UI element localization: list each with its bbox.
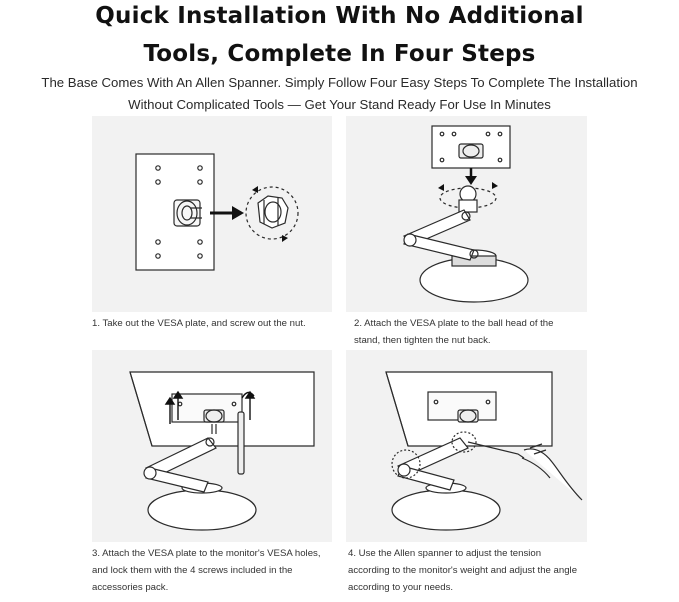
vesa-plate-nut-diagram bbox=[92, 116, 332, 312]
step-1-caption: 1. Take out the VESA plate, and screw out the nut. bbox=[92, 318, 306, 329]
monitor-mount-diagram bbox=[92, 350, 332, 542]
subtitle-line-1: The Base Comes With An Allen Spanner. Simply Follow Four Easy Steps To Complete The Installation bbox=[41, 75, 638, 90]
step-3-illustration bbox=[92, 350, 332, 542]
step-2-illustration bbox=[346, 116, 587, 312]
step-4-illustration bbox=[346, 350, 587, 542]
page-title-line-1: Quick Installation With No Additional bbox=[95, 3, 584, 29]
allen-spanner-adjust-diagram bbox=[346, 350, 587, 542]
page-title-line-2: Tools, Complete In Four Steps bbox=[143, 41, 536, 67]
ball-head-attach-diagram bbox=[346, 116, 587, 312]
step-4-caption: 4. Use the Allen spanner to adjust the tension according to the monitor's weight and adjust the angle according to your needs. bbox=[348, 548, 578, 593]
step-1-illustration bbox=[92, 116, 332, 312]
subtitle-line-2: Without Complicated Tools — Get Your Stand Ready For Use In Minutes bbox=[128, 97, 551, 112]
step-2-caption: 2. Attach the VESA plate to the ball head of the stand, then tighten the nut back. bbox=[354, 318, 554, 346]
step-3-caption: 3. Attach the VESA plate to the monitor's VESA holes, and lock them with the 4 screws included in the accessories pack. bbox=[92, 548, 321, 593]
